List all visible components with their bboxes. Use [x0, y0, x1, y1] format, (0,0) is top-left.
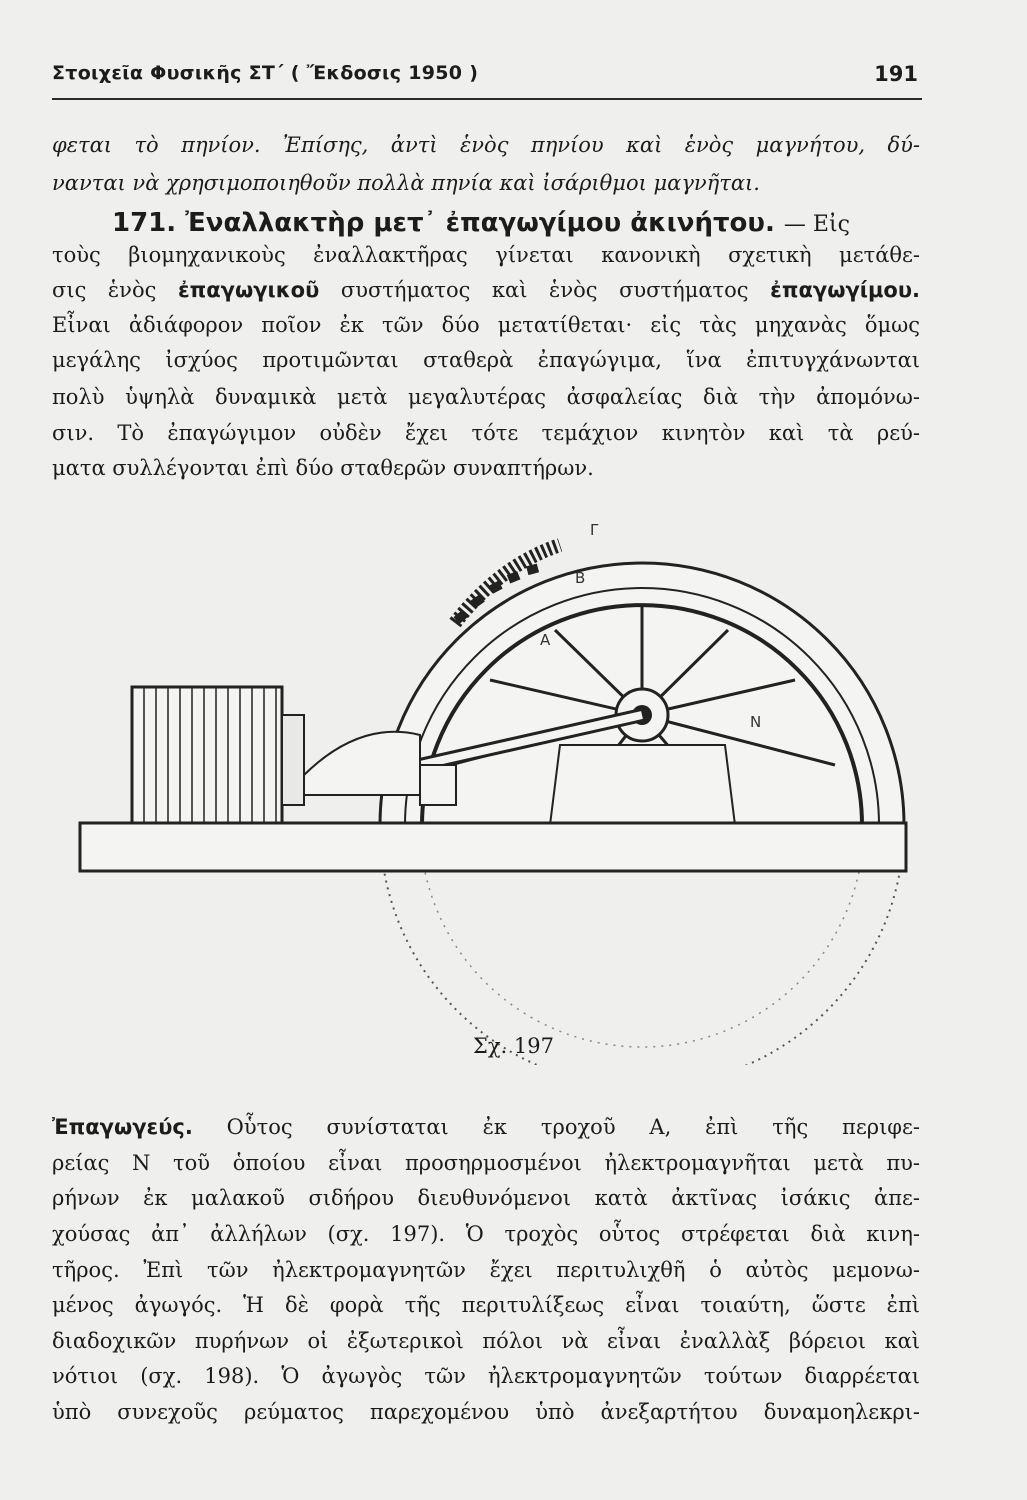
intro-line-1: φεται τὸ πηνίον. Ἐπίσης, ἀντὶ ἑνὸς πηνίου καὶ ἑνὸς μαγνήτου, δύ- — [52, 133, 920, 157]
paragraph-line: νότιοι (σχ. 198). Ὁ ἀγωγὸς τῶν ἠλεκτρομαγνητῶν τούτων διαρρέεται — [52, 1364, 920, 1388]
label-n: N — [750, 713, 762, 731]
paragraph-line: τῆρος. Ἐπὶ τῶν ἠλεκτρομαγνητῶν ἔχει περιτυλιχθῆ ὁ αὐτὸς μεμονω- — [52, 1258, 920, 1282]
base-slab — [80, 823, 906, 871]
paragraph-line: ὑπὸ συνεχοῦς ρεύματος παρεχομένου ὑπὸ ἀνεξαρτήτου δυναμοηλεκρι- — [52, 1400, 920, 1424]
page-number: 191 — [874, 62, 918, 86]
figure-caption: Σχ. 197 — [472, 1034, 554, 1058]
label-top: Γ — [590, 521, 599, 539]
section-line: ματα συλλέγονται ἐπὶ δύο σταθερῶν συναπτήρων. — [52, 456, 594, 480]
label-a: A — [540, 631, 551, 649]
intro-line-2: νανται νὰ χρησιμοποιηθοῦν πολλὰ πηνία καὶ ἰσάριθμοι μαγνῆται. — [52, 171, 760, 195]
running-header — [52, 58, 922, 100]
section-number: 171. — [112, 208, 177, 238]
paragraph-line: Ἐπαγωγεύς. Οὗτος συνίσταται ἐκ τροχοῦ Α, ἐπὶ τῆς περιφε- — [52, 1115, 920, 1139]
section-line: μεγάλης ἰσχύος προτιμῶνται σταθερὰ ἐπαγώγιμα, ἵνα ἐπιτυγχάνωνται — [52, 348, 920, 372]
crosshead — [304, 732, 420, 795]
paragraph-line: διαδοχικῶν πυρήνων οἱ ἐξωτερικοὶ πόλοι νὰ εἶναι ἐναλλὰξ βόρειοι καὶ — [52, 1329, 920, 1353]
label-b: B — [575, 569, 586, 587]
bold-term: ἐπαγωγικοῦ — [177, 278, 320, 302]
section-line: σιν. Τὸ ἐπαγώγιμον οὐδὲν ἔχει τότε τεμάχιον κινητὸν καὶ τὰ ρεύ- — [52, 421, 920, 445]
section-line: πολὺ ὑψηλὰ δυναμικὰ μετὰ μεγαλυτέρας ἀσφαλείας διὰ τὴν ἀπομόνω- — [52, 385, 920, 409]
guide-block — [420, 765, 456, 805]
section-title: Ἐναλλακτὴρ μετ᾽ ἐπαγωγίμου ἀκινήτου. — [185, 208, 775, 238]
section-line: σις ἑνὸς ἐπαγωγικοῦ συστήματος καὶ ἑνὸς συστήματος ἐπαγωγίμου. — [52, 278, 920, 302]
section-dash-text: — Εἰς — [783, 212, 850, 237]
bold-term: ἐπαγωγίμου. — [770, 278, 920, 302]
engine-coil — [132, 687, 282, 825]
section-heading — [112, 208, 850, 238]
section-line: Εἶναι ἀδιάφορον ποῖον ἐκ τῶν δύο μετατίθεται· εἰς τὰς μηχανὰς ὅμως — [52, 313, 920, 337]
header-title: Στοιχεῖα Φυσικῆς ΣΤ΄ ( Ἔκδοσις 1950 ) — [52, 62, 479, 84]
bearing-pedestal — [550, 745, 735, 825]
paragraph-heading: Ἐπαγωγεύς. — [52, 1115, 193, 1139]
paragraph-line: ρείας Ν τοῦ ὁποίου εἶναι προσηρμοσμένοι ἠλεκτρομαγνῆται μετὰ πυ- — [52, 1151, 920, 1175]
section-line: τοὺς βιομηχανικοὺς ἐναλλακτῆρας γίνεται κανονικὴ σχετικὴ μετάθε- — [52, 243, 920, 267]
paragraph-line: μένος ἀγωγός. Ἡ δὲ φορὰ τῆς περιτυλίξεως εἶναι τοιαύτη, ὥστε ἐπὶ — [52, 1293, 920, 1317]
alternator-figure — [60, 505, 920, 1065]
coil-endplate — [282, 715, 304, 805]
paragraph-line: χούσας ἀπ᾽ ἀλλήλων (σχ. 197). Ὁ τροχὸς οὗτος στρέφεται διὰ κινη- — [52, 1222, 920, 1246]
paragraph-line: ρήνων ἐκ μαλακοῦ σιδήρου διευθυνόμενοι κατὰ ἀκτῖνας ἰσάκις ἀπε- — [52, 1186, 920, 1210]
